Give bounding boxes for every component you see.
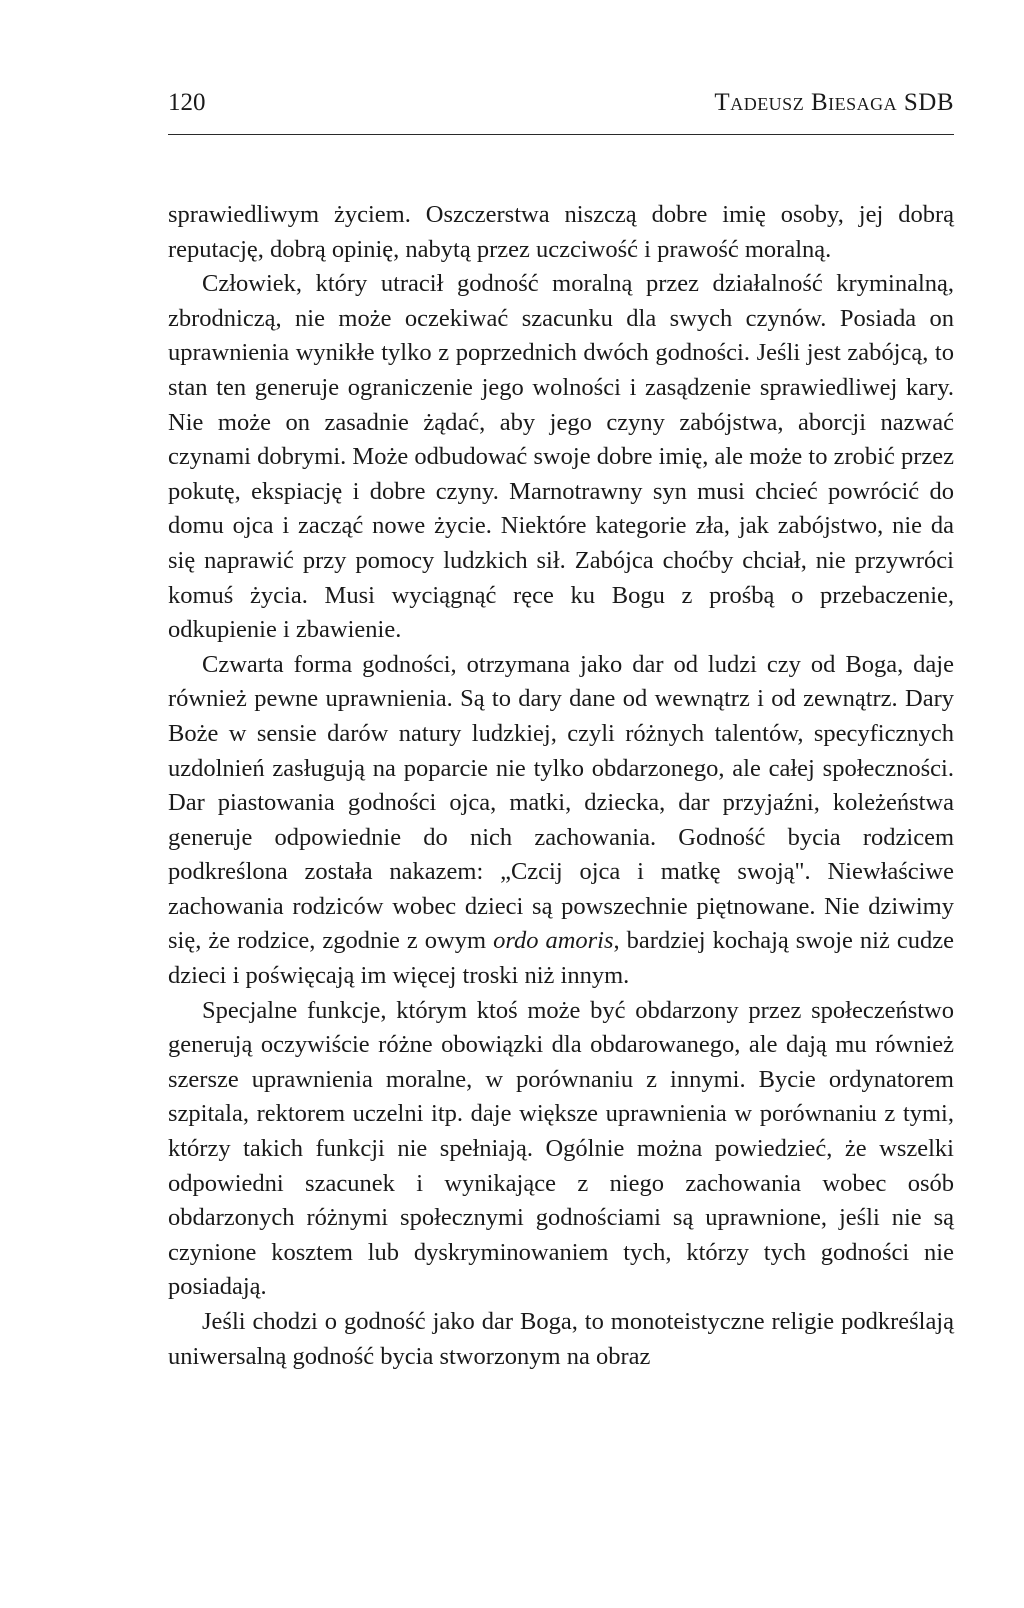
- running-head: [168, 88, 954, 128]
- paragraph-5: Jeśli chodzi o godność jako dar Boga, to monoteistyczne religie podkreślają uniwersalną godność bycia stworzonym na obraz: [168, 1308, 954, 1370]
- paragraph-3: [168, 648, 954, 994]
- italic-term: ordo amoris: [493, 927, 614, 955]
- page-number: 120: [168, 89, 206, 116]
- body-text: [168, 198, 954, 1374]
- paragraph-1: sprawiedliwym życiem. Oszczerstwa niszczą dobre imię osoby, jej dobrą reputację, dobrą opinię, nabytą przez uczciwość i prawość moralną.: [168, 201, 954, 263]
- paragraph-3-text-a: Czwarta forma godności, otrzymana jako dar od ludzi czy od Boga, daje również pewne uprawnienia. Są to dary dane od wewnątrz i od zewnątrz. Dary Boże w sensie darów natury ludzkiej, czyli różnych talentów, specyficznych uzdolnień zasługują na poparcie nie tylko obdarzonego, ale całej społeczności. Dar piastowania godności ojca, matki, dziecka, dar przyjaźni, koleżeństwa generuje odpowiednie do nich zachowania. Godność bycia rodzicem podkreślona została nakazem: „Czcij ojca i matkę swoją". Niewłaściwe zachowania rodziców wobec dzieci są powszechnie piętnowane. Nie dziwimy się, że rodzice, zgodnie z owym: [168, 650, 954, 955]
- paragraph-4: Specjalne funkcje, którym ktoś może być obdarzony przez społeczeństwo generują oczywiście różne obowiązki dla obdarowanego, ale dają mu również szersze uprawnienia moralne, w porównaniu z innymi. Bycie ordynatorem szpitala, rektorem uczelni itp. daje większe uprawnienia w porównaniu z tymi, którzy takich funkcji nie spełniają. Ogólnie można powiedzieć, że wszelki odpowiedni szacunek i wynikające z niego zachowania wobec osób obdarzonych różnymi społecznymi godnościami są uprawnione, jeśli nie są czynione kosztem lub dyskryminowaniem tych, którzy tych godności nie posiadają.: [168, 996, 954, 1301]
- header-rule: [168, 134, 954, 135]
- running-title: Tadeusz Biesaga SDB: [714, 89, 954, 116]
- paragraph-3-text-b: , bardziej kochają swoje niż cudze dzieci i poświęcają im więcej troski niż innym.: [168, 927, 955, 990]
- paragraph-2: Człowiek, który utracił godność moralną przez działalność kryminalną, zbrodniczą, nie może oczekiwać szacunku dla swych czynów. Posiada on uprawnienia wynikłe tylko z poprzednich dwóch godności. Jeśli jest zabójcą, to stan ten generuje ograniczenie jego wolności i zasądzenie sprawiedliwej kary. Nie może on zasadnie żądać, aby jego czyny zabójstwa, aborcji nazwać czynami dobrymi. Może odbudować swoje dobre imię, ale może to zrobić przez pokutę, ekspiację i dobre czyny. Marnotrawny syn musi chcieć powrócić do domu ojca i zacząć nowe życie. Niektóre kategorie zła, jak zabójstwo, nie da się naprawić przy pomocy ludzkich sił. Zabójca choćby chciał, nie przywróci komuś życia. Musi wyciągnąć ręce ku Bogu z prośbą o przebaczenie, odkupienie i zbawienie.: [168, 270, 954, 644]
